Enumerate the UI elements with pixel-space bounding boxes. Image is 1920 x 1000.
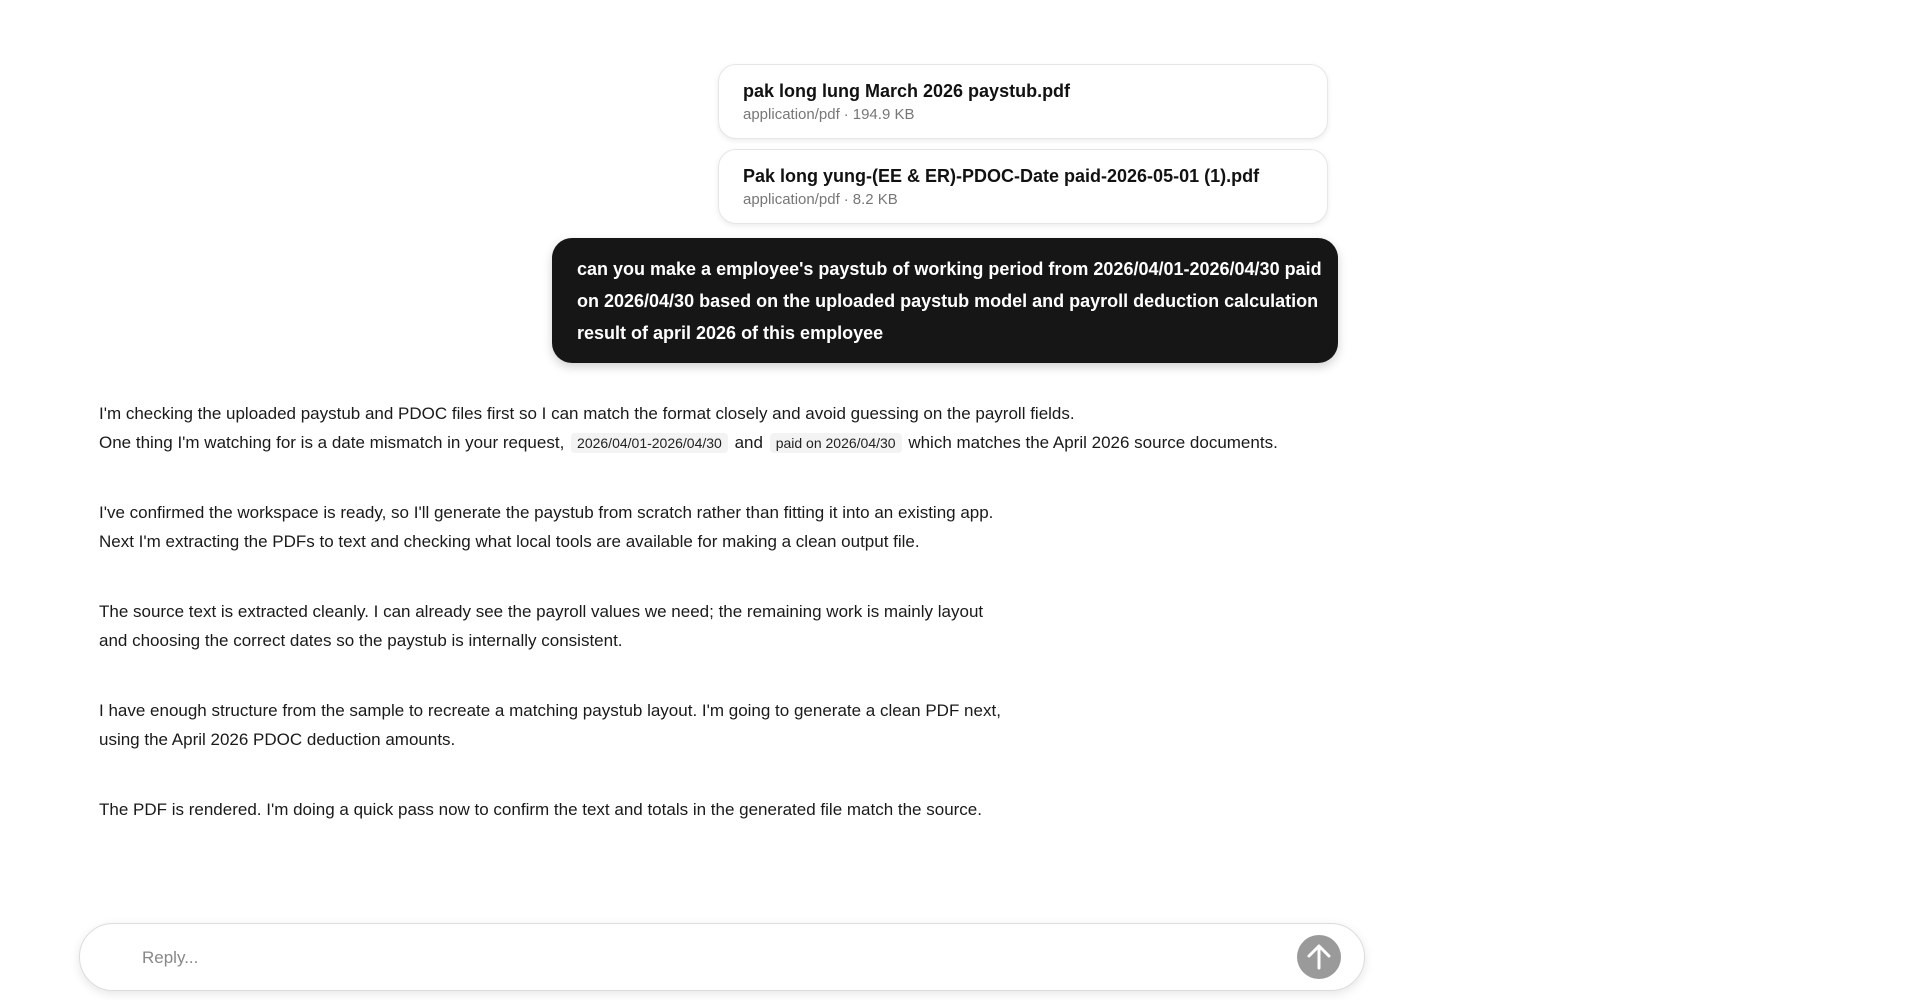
assistant-text: One thing I'm watching for is a date mismatch in your request, bbox=[99, 432, 565, 452]
assistant-text-line: and choosing the correct dates so the paystub is internally consistent. bbox=[99, 630, 623, 650]
attachment-meta bbox=[743, 106, 1303, 124]
assistant-text-line: The source text is extracted cleanly. I can already see the payroll values we need; the remaining work is mainly layout bbox=[99, 602, 984, 621]
attachment-name: pak long lung March 2026 paystub.pdf bbox=[743, 81, 1071, 101]
inline-code-chip: 2026/04/01-2026/04/30 bbox=[571, 433, 728, 453]
assistant-text-line: The PDF is rendered. I'm doing a quick pass now to confirm the text and totals in the generated file match the source. bbox=[99, 800, 982, 819]
send-button[interactable] bbox=[1297, 935, 1341, 979]
attachment-separator: · bbox=[843, 191, 849, 208]
reply-composer bbox=[79, 923, 1365, 991]
attachment-name: Pak long yung-(EE & ER)-PDOC-Date paid-2026-05-01 (1).pdf bbox=[743, 166, 1260, 186]
assistant-text: and bbox=[734, 432, 763, 452]
reply-input[interactable] bbox=[140, 944, 1244, 972]
attachment-size: 8.2 KB bbox=[852, 191, 898, 208]
attachment-type: application/pdf bbox=[743, 106, 840, 123]
attachment-separator: · bbox=[843, 106, 849, 123]
attachment-type: application/pdf bbox=[743, 191, 840, 208]
user-message-bubble: can you make a employee's paystub of working period from 2026/04/01-2026/04/30 paid on 2026/04/30 based on the uploaded paystub model and payroll deduction calculation result of april 2026 of this employee bbox=[552, 238, 1338, 363]
attachment-list bbox=[718, 64, 1328, 234]
assistant-text-line: I have enough structure from the sample to recreate a matching paystub layout. I'm going to generate a clean PDF next, bbox=[99, 701, 1001, 720]
assistant-paragraph bbox=[99, 796, 1399, 825]
attachment-meta bbox=[743, 191, 1303, 209]
attachment-card[interactable] bbox=[718, 64, 1328, 139]
assistant-text-line: using the April 2026 PDOC deduction amounts. bbox=[99, 729, 456, 749]
inline-code-chip: paid on 2026/04/30 bbox=[770, 433, 902, 453]
attachment-card[interactable] bbox=[718, 149, 1328, 224]
attachment-size: 194.9 KB bbox=[852, 106, 915, 123]
assistant-text-line bbox=[99, 429, 1399, 458]
assistant-text-line: Next I'm extracting the PDFs to text and checking what local tools are available for making a clean output file. bbox=[99, 531, 920, 551]
assistant-text: which matches the April 2026 source documents. bbox=[908, 432, 1278, 452]
arrow-up-icon bbox=[1297, 935, 1341, 979]
assistant-paragraph bbox=[99, 499, 1399, 556]
assistant-paragraph bbox=[99, 400, 1399, 457]
assistant-response bbox=[99, 400, 1399, 867]
assistant-paragraph bbox=[99, 598, 1399, 655]
assistant-text-line: I'm checking the uploaded paystub and PDOC files first so I can match the format closely and avoid guessing on the payroll fields. bbox=[99, 404, 1075, 423]
assistant-text-line: I've confirmed the workspace is ready, so I'll generate the paystub from scratch rather than fitting it into an existing app. bbox=[99, 503, 994, 522]
assistant-paragraph bbox=[99, 697, 1399, 754]
